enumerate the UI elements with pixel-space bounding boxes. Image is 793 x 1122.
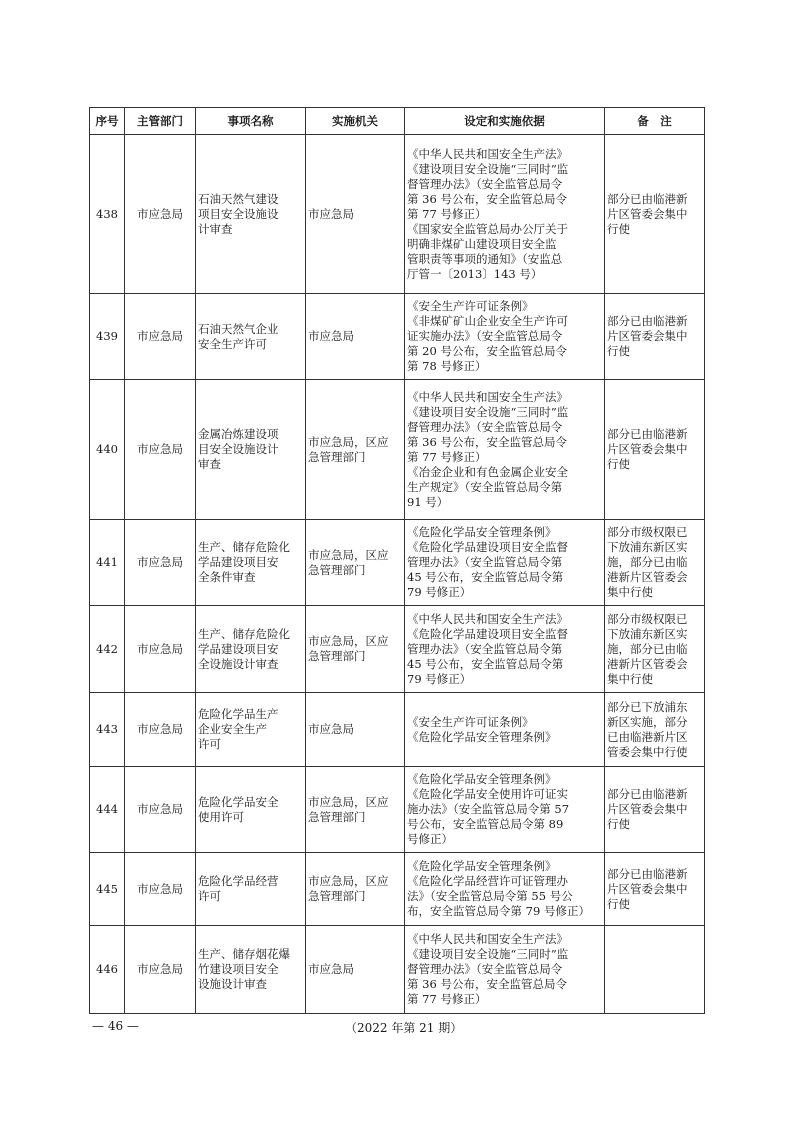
cell-line: 第 36 号公布，安全监管总局令 — [407, 977, 567, 991]
cell-line: 急管理部门 — [308, 809, 366, 824]
cell-line: 市应急局 — [308, 722, 354, 736]
cell-line: 管职责等事项的通知》（安监总 — [407, 251, 563, 266]
header-item-name: 事项名称 — [196, 108, 306, 135]
cell-line: 《中华人民共和国安全生产法》 — [407, 146, 568, 161]
basis-cell — [405, 606, 605, 693]
cell-line: 明确非煤矿山建设项目安全监 — [407, 236, 557, 251]
page-footer — [0, 1019, 793, 1039]
cell-line: 第 77 号修正） — [407, 992, 487, 1006]
cell-line: 行使 — [607, 896, 630, 911]
item-name-cell — [196, 767, 306, 853]
agency-cell — [306, 135, 405, 294]
cell-line: 新区实施，部分 — [607, 714, 688, 729]
issue-label: （2022 年第 21 期） — [345, 1021, 463, 1035]
cell-line: 生产、储存危险化 — [198, 626, 290, 641]
cell-line: 学品建设项目安 — [198, 641, 279, 656]
agency-cell — [306, 693, 405, 767]
permit-items-table — [89, 107, 705, 1014]
cell-line: 部分已下放浦东 — [607, 699, 688, 714]
cell-line: 片区管委会集中 — [607, 329, 688, 343]
cell-line: 《危险化学品经营许可证管理办 — [407, 874, 568, 888]
cell-line: 危险化学品安全 — [198, 794, 279, 809]
cell-line: 生产、储存烟花爆 — [198, 947, 290, 961]
cell-line: 全设施设计审查 — [198, 656, 279, 671]
cell-line: 行使 — [607, 817, 630, 831]
cell-line: 使用许可 — [198, 809, 244, 824]
cell-line: 市应急局，区应 — [308, 874, 389, 888]
department-cell: 市应急局 — [125, 380, 196, 520]
cell-line: 79 号修正） — [407, 671, 472, 686]
cell-line: 部分已由临港新 — [607, 787, 688, 801]
cell-line: 已由临港新片区 — [607, 729, 688, 744]
cell-line: 《危险化学品安全管理条例》 — [407, 525, 557, 539]
basis-cell — [405, 926, 605, 1014]
cell-line: 第 20 号公布，安全监管总局令 — [407, 344, 567, 358]
cell-line: 45 号公布，安全监管总局令第 — [407, 656, 564, 671]
item-name-cell — [196, 380, 306, 520]
cell-line: 市应急局 — [308, 329, 354, 343]
table-row — [90, 926, 705, 1014]
cell-line: 审查 — [198, 457, 221, 471]
table-header-row — [90, 108, 705, 135]
table-row — [90, 294, 705, 380]
cell-line: 下放浦东新区实 — [607, 626, 688, 641]
cell-line: 法》（安全监管总局令第 55 号公 — [407, 889, 573, 903]
serial-number-cell: 445 — [90, 853, 125, 926]
header-basis: 设定和实施依据 — [405, 108, 605, 135]
cell-line: 79 号修正） — [407, 585, 472, 599]
cell-line: 危险化学品生产 — [198, 707, 279, 721]
remarks-cell — [605, 520, 705, 606]
cell-line: 急管理部门 — [308, 449, 366, 464]
item-name-cell — [196, 853, 306, 926]
agency-cell — [306, 606, 405, 693]
cell-line: 行使 — [607, 344, 630, 358]
cell-line: 《中华人民共和国安全生产法》 — [407, 611, 568, 626]
cell-line: 市应急局 — [308, 962, 354, 976]
header-department: 主管部门 — [125, 108, 196, 135]
item-name-cell — [196, 693, 306, 767]
department-cell: 市应急局 — [125, 606, 196, 693]
cell-line: 片区管委会集中 — [607, 206, 688, 221]
table-row — [90, 520, 705, 606]
basis-cell — [405, 767, 605, 853]
item-name-cell — [196, 135, 306, 294]
document-table-area — [89, 107, 704, 1014]
cell-line: 《中华人民共和国安全生产法》 — [407, 389, 568, 404]
item-name-cell — [196, 606, 306, 693]
cell-line: 石油天然气企业 — [198, 321, 279, 336]
cell-line: 部分市级权限已 — [607, 611, 688, 626]
agency-cell — [306, 853, 405, 926]
cell-line: 生产、储存危险化 — [198, 540, 290, 554]
basis-cell — [405, 135, 605, 294]
cell-line: 下放浦东新区实 — [607, 540, 688, 554]
header-agency: 实施机关 — [306, 108, 405, 135]
table-row — [90, 606, 705, 693]
cell-line: 全条件审查 — [198, 570, 256, 584]
department-cell: 市应急局 — [125, 926, 196, 1014]
cell-line: 部分市级权限已 — [607, 525, 688, 539]
cell-line: 号公布，安全监管总局令第 89 — [407, 817, 564, 831]
remarks-cell — [605, 693, 705, 767]
cell-line: 片区管委会集中 — [607, 802, 688, 816]
cell-line: 市应急局，区应 — [308, 434, 389, 449]
cell-line: 项目安全设施设 — [198, 206, 279, 221]
cell-line: 集中行使 — [607, 585, 653, 599]
cell-line: 第 36 号公布，安全监管总局令 — [407, 191, 567, 206]
header-remarks: 备 注 — [605, 108, 705, 135]
basis-cell — [405, 693, 605, 767]
cell-line: 《建设项目安全设施“三同时”监 — [407, 947, 569, 961]
cell-line: 急管理部门 — [308, 562, 366, 577]
cell-line: 行使 — [607, 457, 630, 471]
remarks-cell — [605, 294, 705, 380]
cell-line: 施办法》（安全监管总局令第 57 — [407, 802, 570, 816]
remarks-cell — [605, 380, 705, 520]
agency-cell — [306, 926, 405, 1014]
table-row — [90, 767, 705, 853]
cell-line: 号修正） — [407, 832, 453, 846]
cell-line: 管委会集中行使 — [607, 744, 688, 759]
serial-number-cell: 438 — [90, 135, 125, 294]
cell-line: 部分已由临港新 — [607, 191, 688, 206]
cell-line: 许可 — [198, 737, 221, 751]
cell-line: 《危险化学品建设项目安全监督 — [407, 540, 568, 554]
cell-line: 市应急局 — [308, 206, 354, 221]
table-body — [90, 135, 705, 1014]
agency-cell — [306, 380, 405, 520]
serial-number-cell: 446 — [90, 926, 125, 1014]
department-cell: 市应急局 — [125, 767, 196, 853]
serial-number-cell: 440 — [90, 380, 125, 520]
cell-line: 管理办法》（安全监管总局令第 — [407, 555, 563, 569]
table-row — [90, 693, 705, 767]
cell-line: 危险化学品经营 — [198, 874, 279, 888]
cell-line: 《国家安全监管总局办公厅关于 — [407, 221, 568, 236]
cell-line: 督管理办法》（安全监管总局令 — [407, 176, 563, 191]
remarks-cell — [605, 606, 705, 693]
cell-line: 安全生产许可 — [198, 336, 267, 351]
table-row — [90, 135, 705, 294]
cell-line: 《危险化学品安全使用许可证实 — [407, 787, 568, 801]
cell-line: 企业安全生产 — [198, 722, 267, 736]
basis-cell — [405, 380, 605, 520]
cell-line: 管理办法》（安全监管总局令第 — [407, 641, 563, 656]
cell-line: 部分已由临港新 — [607, 314, 688, 328]
cell-line: 《危险化学品安全管理条例》 — [407, 859, 557, 873]
cell-line: 市应急局，区应 — [308, 794, 389, 809]
cell-line: 港新片区管委会 — [607, 570, 688, 584]
agency-cell — [306, 294, 405, 380]
cell-line: 学品建设项目安 — [198, 555, 279, 569]
cell-line: 《建设项目安全设施“三同时”监 — [407, 161, 569, 176]
cell-line: 行使 — [607, 221, 630, 236]
cell-line: 部分已由临港新 — [607, 866, 688, 881]
basis-cell — [405, 294, 605, 380]
cell-line: 许可 — [198, 889, 221, 903]
cell-line: 第 77 号修正） — [407, 206, 487, 221]
cell-line: 集中行使 — [607, 671, 653, 686]
remarks-cell — [605, 135, 705, 294]
item-name-cell — [196, 294, 306, 380]
remarks-cell — [605, 853, 705, 926]
cell-line: 厅管一〔2013〕143 号） — [407, 266, 543, 281]
cell-line: 《安全生产许可证条例》 — [407, 714, 534, 729]
table-row — [90, 853, 705, 926]
cell-line: 设施设计审查 — [198, 977, 267, 991]
cell-line: 第 77 号修正） — [407, 449, 487, 464]
cell-line: 《非煤矿矿山企业安全生产许可 — [407, 314, 568, 328]
agency-cell — [306, 767, 405, 853]
department-cell: 市应急局 — [125, 853, 196, 926]
cell-line: 督管理办法》（安全监管总局令 — [407, 419, 563, 434]
cell-line: 45 号公布，安全监管总局令第 — [407, 570, 564, 584]
table-row — [90, 380, 705, 520]
cell-line: 证实施办法》（安全监管总局令 — [407, 329, 563, 343]
page-number: — 46 — — [92, 1019, 139, 1033]
serial-number-cell: 442 — [90, 606, 125, 693]
cell-line: 片区管委会集中 — [607, 881, 688, 896]
cell-line: 计审查 — [198, 221, 233, 236]
basis-cell — [405, 520, 605, 606]
cell-line: 港新片区管委会 — [607, 656, 688, 671]
cell-line: 生产规定》（安全监管总局令第 — [407, 479, 563, 494]
cell-line: 《危险化学品安全管理条例》 — [407, 772, 557, 786]
item-name-cell — [196, 926, 306, 1014]
cell-line: 《危险化学品建设项目安全监督 — [407, 626, 568, 641]
agency-cell — [306, 520, 405, 606]
cell-line: 目安全设施设计 — [198, 442, 279, 456]
department-cell: 市应急局 — [125, 520, 196, 606]
cell-line: 急管理部门 — [308, 889, 366, 903]
cell-line: 《中华人民共和国安全生产法》 — [407, 932, 568, 946]
cell-line: 督管理办法》（安全监管总局令 — [407, 962, 563, 976]
cell-line: 部分已由临港新 — [607, 427, 688, 441]
cell-line: 石油天然气建设 — [198, 191, 279, 206]
cell-line: 金属冶炼建设项 — [198, 427, 279, 441]
cell-line: 布，安全监管总局令第 79 号修正） — [407, 904, 590, 918]
cell-line: 91 号） — [407, 494, 449, 509]
cell-line: 《危险化学品安全管理条例》 — [407, 729, 557, 744]
basis-cell — [405, 853, 605, 926]
serial-number-cell: 439 — [90, 294, 125, 380]
department-cell: 市应急局 — [125, 693, 196, 767]
cell-line: 《建设项目安全设施“三同时”监 — [407, 404, 569, 419]
cell-line: 第 78 号修正） — [407, 359, 487, 373]
serial-number-cell: 443 — [90, 693, 125, 767]
cell-line: 市应急局，区应 — [308, 547, 389, 562]
cell-line: 片区管委会集中 — [607, 442, 688, 456]
cell-line: 急管理部门 — [308, 649, 366, 663]
cell-line: 施，部分已由临 — [607, 641, 688, 656]
header-serial: 序号 — [90, 108, 125, 135]
cell-line: 市应急局，区应 — [308, 634, 389, 648]
cell-line: 施，部分已由临 — [607, 555, 688, 569]
serial-number-cell: 441 — [90, 520, 125, 606]
department-cell: 市应急局 — [125, 294, 196, 380]
cell-line: 《安全生产许可证条例》 — [407, 299, 534, 313]
cell-line: 竹建设项目安全 — [198, 962, 279, 976]
remarks-cell — [605, 767, 705, 853]
cell-line: 《冶金企业和有色金属企业安全 — [407, 464, 568, 479]
serial-number-cell: 444 — [90, 767, 125, 853]
remarks-cell — [605, 926, 705, 1014]
department-cell: 市应急局 — [125, 135, 196, 294]
item-name-cell — [196, 520, 306, 606]
cell-line: 第 36 号公布，安全监管总局令 — [407, 434, 567, 449]
